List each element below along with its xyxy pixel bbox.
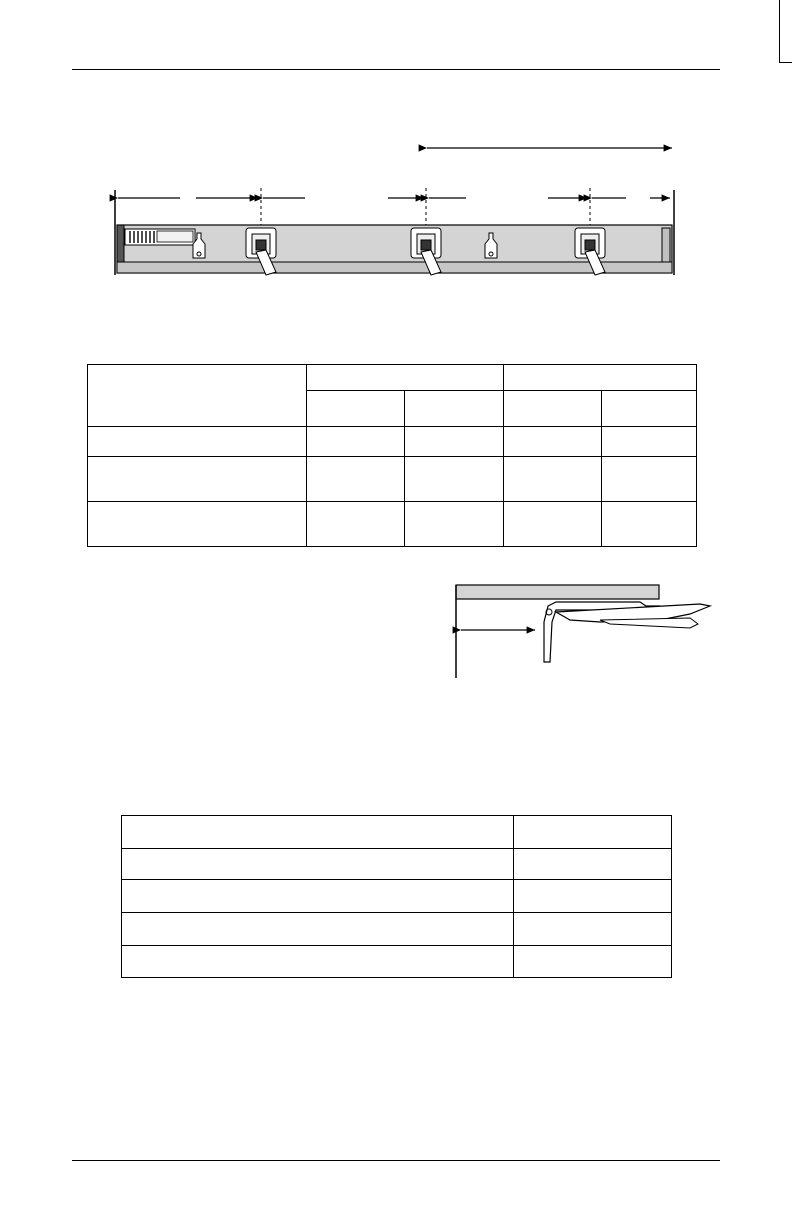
- table-row: [122, 946, 672, 978]
- table-row: [88, 365, 697, 391]
- header-rule: [72, 69, 720, 70]
- table-row: [122, 880, 672, 913]
- table-row: [122, 913, 672, 946]
- bracket-side-diagram: [0, 582, 792, 692]
- table-row: [122, 816, 672, 849]
- table-row: [88, 502, 697, 547]
- table-row: [88, 457, 697, 502]
- crop-mark-horizontal: [779, 62, 792, 63]
- table-row: [122, 849, 672, 880]
- table-row: [88, 427, 697, 457]
- crop-mark-vertical: [779, 0, 780, 62]
- rail-lip: [117, 262, 672, 273]
- table-2: [121, 815, 672, 978]
- mount-surface: [456, 585, 659, 599]
- footer-rule: [72, 1160, 720, 1161]
- table-1: [87, 364, 697, 547]
